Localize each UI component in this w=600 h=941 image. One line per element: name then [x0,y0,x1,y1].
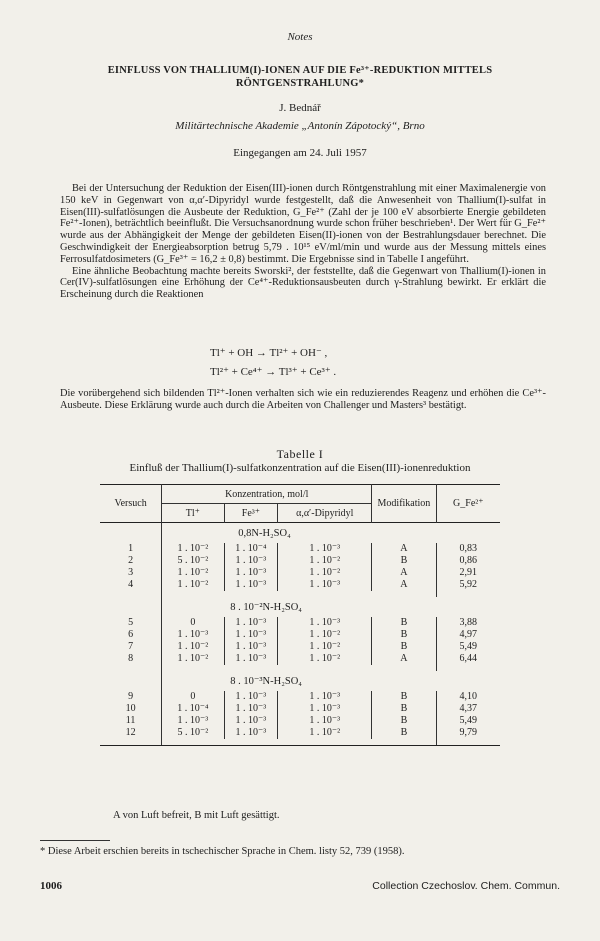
cell-g-value: 5,49 [459,715,478,726]
table-row [100,641,500,653]
cell-tl: 5 . 10⁻² [162,555,224,567]
table-row [100,629,500,641]
cell-versuch: 7 [100,641,162,653]
cell-g-value: 2,91 [459,567,478,578]
cell-versuch: 8 [100,653,162,665]
cell-g-value: 0,86 [459,555,478,566]
paragraph-3: Die vorübergehend sich bildenden Tl²⁺-Ionen verhalten sich wie ein reduzierendes Reagenz und erhöhen die Ce³⁺-Ausbeute. Diese Erklärung wurde auch durch die Arbeiten von Challenger und Masters³ bestätigt. [60,388,546,411]
group-label: 0,8N-H₂SO₄ [162,523,436,544]
header-fe: Fe³⁺ [224,504,278,523]
title-line-2: RÖNTGENSTRAHLUNG* [235,78,365,89]
cell-modifikation: A [372,543,436,555]
header-g-value: G_Fe²⁺ [436,485,500,523]
header-dipyridyl: α,α′-Dipyridyl [278,504,372,523]
table-row [100,543,500,555]
cell-versuch: 11 [100,715,162,727]
cell-tl: 5 . 10⁻² [162,727,224,739]
cell-modifikation: A [372,579,436,591]
cell-fe: 1 . 10⁻³ [224,579,278,591]
cell-versuch: 5 [100,617,162,629]
group-label: 8 . 10⁻²N-H₂SO₄ [230,602,302,613]
cell-tl: 1 . 10⁻³ [162,629,224,641]
table-row [100,579,500,591]
title-line-1: EINFLUSS VON THALLIUM(I)-IONEN AUF DIE Fe³⁺-REDUKTION MITTELS [107,65,493,76]
cell-fe: 1 . 10⁻³ [224,715,278,727]
page-number: 1006 [40,880,62,892]
cell-fe: 1 . 10⁻³ [224,691,278,703]
group-label: 8 . 10⁻³N-H₂SO₄ [230,676,302,687]
table-row [100,703,500,715]
cell-tl: 1 . 10⁻² [162,579,224,591]
cell-g-value: 4,97 [459,629,478,640]
cell-g-value: 3,88 [459,617,478,628]
article-body [60,183,546,301]
table-caption: Tabelle I [276,447,324,461]
cell-dipyridyl: 1 . 10⁻² [278,555,372,567]
article-title [40,64,560,90]
table-row [100,727,500,739]
cell-tl: 1 . 10⁻³ [162,715,224,727]
cell-versuch: 10 [100,703,162,715]
cell-dipyridyl: 1 . 10⁻³ [278,543,372,555]
reaction-equation-1: Tl⁺ + OH → Tl²⁺ + OH⁻ , [210,347,328,359]
table-group-row [100,597,500,617]
cell-modifikation: B [372,703,436,715]
cell-versuch: 12 [100,727,162,739]
reaction-equation-2: Tl²⁺ + Ce⁴⁺ → Tl³⁺ + Ce³⁺ . [210,366,337,378]
header-tl: Tl⁺ [162,504,224,523]
table-row [100,653,500,665]
cell-fe: 1 . 10⁻³ [224,617,278,629]
cell-modifikation: A [372,567,436,579]
table-group-row [100,523,500,544]
cell-modifikation: B [372,629,436,641]
cell-modifikation: B [372,691,436,703]
article-body-continued [60,388,546,412]
cell-dipyridyl: 1 . 10⁻² [278,629,372,641]
cell-dipyridyl: 1 . 10⁻³ [278,715,372,727]
cell-fe: 1 . 10⁻³ [224,567,278,579]
table-row [100,555,500,567]
cell-modifikation: B [372,641,436,653]
received-date: Eingegangen am 24. Juli 1957 [233,147,367,159]
running-header: Notes [287,31,313,43]
cell-g-value: 5,49 [459,641,478,652]
affiliation: Militärtechnische Akademie „Antonín Zápotocký“, Brno [175,120,425,132]
author: J. Bednář [279,102,321,114]
results-table [100,484,500,746]
cell-versuch: 9 [100,691,162,703]
cell-tl: 1 . 10⁻⁴ [162,703,224,715]
cell-g-value: 6,44 [459,653,478,664]
cell-fe: 1 . 10⁻³ [224,555,278,567]
cell-fe: 1 . 10⁻³ [224,641,278,653]
cell-versuch: 6 [100,629,162,641]
footnote: * Diese Arbeit erschien bereits in tschechischer Sprache in Chem. listy 52, 739 (1958). [40,846,405,857]
table-row [100,691,500,703]
cell-g-value: 4,37 [459,703,478,714]
cell-dipyridyl: 1 . 10⁻³ [278,691,372,703]
cell-g-value: 5,92 [459,579,478,590]
cell-versuch: 4 [100,579,162,591]
cell-dipyridyl: 1 . 10⁻³ [278,617,372,629]
cell-dipyridyl: 1 . 10⁻² [278,567,372,579]
cell-fe: 1 . 10⁻⁴ [224,543,278,555]
cell-modifikation: B [372,715,436,727]
table-note: A von Luft befreit, B mit Luft gesättigt. [113,810,280,821]
header-modifikation: Modifikation [372,485,436,523]
table-row [100,567,500,579]
cell-fe: 1 . 10⁻³ [224,727,278,739]
header-konzentration: Konzentration, mol/l [162,485,372,504]
cell-dipyridyl: 1 . 10⁻² [278,653,372,665]
footnote-divider [40,840,110,841]
table-row [100,715,500,727]
table-group-row [100,671,500,691]
cell-tl: 1 . 10⁻² [162,567,224,579]
cell-tl: 1 . 10⁻² [162,653,224,665]
cell-fe: 1 . 10⁻³ [224,653,278,665]
cell-g-value: 4,10 [459,691,478,702]
cell-dipyridyl: 1 . 10⁻³ [278,579,372,591]
cell-g-value: 0,83 [459,543,478,554]
cell-dipyridyl: 1 . 10⁻² [278,641,372,653]
cell-modifikation: B [372,727,436,739]
cell-modifikation: B [372,617,436,629]
cell-modifikation: B [372,555,436,567]
cell-tl: 1 . 10⁻² [162,543,224,555]
cell-modifikation: A [372,653,436,665]
table-subcaption: Einfluß der Thallium(I)-sulfatkonzentration auf die Eisen(III)-ionenreduktion [129,462,471,474]
table-row [100,617,500,629]
cell-tl: 0 [162,691,224,703]
journal-name: Collection Czechoslov. Chem. Commun. [372,880,560,892]
cell-tl: 1 . 10⁻² [162,641,224,653]
cell-dipyridyl: 1 . 10⁻² [278,727,372,739]
cell-versuch: 1 [100,543,162,555]
cell-dipyridyl: 1 . 10⁻³ [278,703,372,715]
cell-tl: 0 [162,617,224,629]
cell-fe: 1 . 10⁻³ [224,629,278,641]
cell-versuch: 3 [100,567,162,579]
table-body [100,523,500,746]
header-versuch: Versuch [100,485,162,523]
paragraph-2: Eine ähnliche Beobachtung machte bereits Sworski², der feststellte, daß die Gegenwart von Thallium(I)-ionen in Cer(IV)-sulfatlösungen eine Erhöhung der Ce⁴⁺-Reduktionsausbeuten durch γ-Strahlung bewirkt. Er erklärt die Erscheinung durch die Reaktionen [60,265,546,301]
paragraph-1: Bei der Untersuchung der Reduktion der Eisen(III)-ionen durch Röntgenstrahlung mit einer Maximalenergie von 150 keV in Gegenwart von α,α′-Dipyridyl wurde festgestellt, daß die Anwesenheit von Thallium(I)-sulfat in Eisen(III)-sulfatlösungen die Ausbeute der Reduktion, G_Fe²⁺ (Zahl der je 100 eV absorbierte Energie gebildeten Fe²⁺-Ionen), beträchtlich beeinflußt. Die Versuchsanordnung wurde schon früher beschrieben¹. Der Wert für G_Fe²⁺ wurde aus der Abhängigkeit der Menge der gebildeten Eisen(II)-ionen von der Bestrahlungsdauer berechnet. Die Geschwindigkeit der Energieabsorption betrug 5,79 . 10¹⁵ eV/ml/min und wurde aus der Messung mittels eines Ferrosulfatdosimeters (G_Fe³⁺ = 16,2 ± 0,8) bestimmt. Die Ergebnisse sind in Tabelle I angeführt. [60,183,546,265]
cell-fe: 1 . 10⁻³ [224,703,278,715]
cell-g-value: 9,79 [459,727,478,738]
cell-versuch: 2 [100,555,162,567]
